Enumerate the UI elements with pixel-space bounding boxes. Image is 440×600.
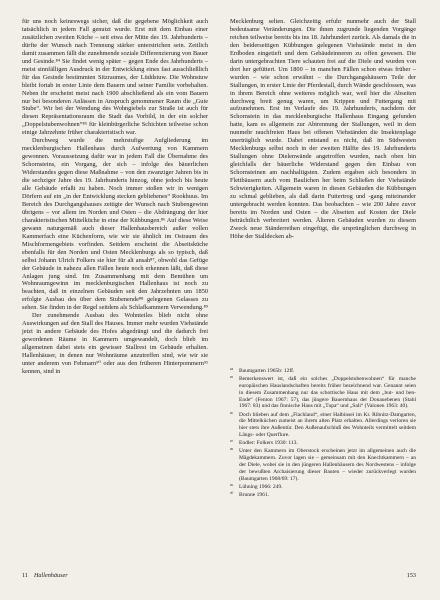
footnote [230, 447, 416, 482]
footnote-text: Endler: Folkers 1930: 113. [239, 440, 298, 447]
signature-number: 11 [22, 572, 28, 579]
footnote [230, 367, 416, 375]
body-paragraph: Durchweg wurde die mehrstufige Aufgliederung im mecklenburgischen Hallenhaus durch Aufwertung von Kammern gewonnen. Voraussetzung dafür war in jedem Fall die Übernahme des Schornsteins, ein Vorgang, der sich – infolge des bäuerlichen Widerstandes gegen diese Maßnahme – von den zwanziger Jahren bis in die sechziger Jahre des 19. Jahrhunderts hinzog, ohne jedoch bis heute alle Gebäude erfaßt zu haben. Noch immer stoßen wir in wenigen Dörfern auf ein „in der Entwicklung stecken gebliebenes“ Rookhuus. Im Bereich des Durchgangshauses zeitigte der Wunsch nach Stubengewinn übrigens – vor allem im Norden und Osten – die Abdrängung der hier charakteristischen Mittelküche in eine der Kübbungen.⁸⁶ Auf diese Weise gewann naturgemäß auch dieser Hallenhausbereich außer vollen Kammerfach eine Küchenform, wie wir sie ähnlich im Ostraum des Mischformengebiets vorfinden. Seitdem erscheint die Abseitsküche ebenfalls für den Norden und Osten Mecklenburgs als so typisch, daß selbst Johann Ulrich Folkers sie hier für alt ansah⁸⁷, obwohl das Gefüge der Gebäude in nahezu allen Fällen heute noch erkennen läßt, daß diese Anlagen jung sind. Im Zusammenhang mit dem Bemühen um Wohnraumgewinn im mecklenburgischen Hallenhaus ist noch zu beachten, daß in einzelnen Gebäuden seit den Jahrzehnten um 1850 erfolgte Ausbau des über dem Stubenende⁸⁸ gelegenen Gelasses zu sehen. Sie finden in der Regel seitdem als Schlafkammern Verwendung.⁸⁹ [22, 137, 208, 312]
footnote [230, 411, 416, 439]
footnote-marker: ⁸⁴ [230, 367, 234, 372]
footnote-marker: ⁸⁶ [230, 410, 234, 416]
body-paragraph: Mecklenburg selten. Gleichzeitig erfuhr nunmehr auch der Stall bedeutsame Veränderungen. Die ihnen zugrunde liegenden Vorgänge reichen teilweise bereits bis ins 18. Jahrhundert zurück. Als damals die in den beiderseitigen Kübbungen gelegenen Viehstände meist in den Erdboden eingetieft und dem Gebäudeinneren zu offen gewesen. Die darin untergebrachten Tiere schauten frei auf die Diele und wurden von dort her gefüttert. Um 1800 – in manchen Fällen schon etwas früher – wurden – wie schon erwähnt – die Durchgangshäusern Teile der Stallungen, in erster Linie der Pferdestall, durch Wände geschlossen, was in ihrem Bereich ohne weiteres möglich war, weil hier die Abseiten durchweg breit genug waren, um Krippen und Futtergang mit aufzunehmen. Erst im Verlaufe des 19. Jahrhunderts, nachdem der Schornstein in das mecklenburgische Hallenhaus Eingang gefunden hatte, kam es allgemein zur Abtrennung der Stallungen, weil in dem nunmehr rauchfreien Haus bei offenen Viehständen die Insektenplage unerträglich wurde. Dabei entstand es nicht, daß im Südwesten Mecklenburgs selbst noch in der zweiten Hälfte des 19. Jahrhunderts Stallungen ohne Dielenwände angetroffen wurden, nach oben hin gleichfalls der bäuerliche Widerstand gegen den Einbau von Schornsteinen am nachhaltigsten. Zudem ergaben sich besonders in Flettbäusern auch vom Baulichen her beim Schließen der Viehstände Schwierigkeiten. Allgemein waren in diesen Gebäuden die Kübbungen zu schmal geblieben, als daß darin Futtertrog und -gang miteinander untergebracht werden konnten. Das beobachten – wie 200 Jahre zuvor bereits im Norden und Osten – die Abseiten auf Kosten der Diele beträchtlich verbreitert werden. Älteren Gebäuden wurden zu diesem Zweck neue Ständerreihen eingefügt, die ursprünglichen durchweg in Höhe der Stalldecken ab- [230, 18, 416, 240]
footnote [230, 491, 416, 499]
footnote-text: Unter den Kammern im Oberstock erscheinen jetzt im allgemeinen auch die Mägdekammern. Zuvor lagen sie – gemeinsam mit den Knechtkammern – an der Diele, wobei sie in den jüngeren Hallenhäusern des Nordwestens – infolge der bewußten Archaisierung dieser Bauten – wieder zurückverlegt wurden (Baumgarten 1968/69: 17). [239, 448, 416, 482]
footnote-marker: ⁸⁵ [230, 375, 234, 380]
left-text-column [22, 18, 208, 376]
footnote-marker: ⁹⁰ [230, 490, 234, 496]
footnote-text: Lühning 1966: 249. [239, 483, 283, 490]
footnote-marker: ⁸⁹ [230, 482, 234, 488]
body-paragraph: für uns noch keineswegs sicher, daß die gegebene Möglichkeit auch tatsächlich in jedem Fall genutzt wurde. Erst mit dem Einbau einer zusätzlichen zweiten Küche – seit etwa der Mitte des 19. Jahrhunderts – dürfte der Wunsch nach Trennung stärker unterstrichen sein. Zeitlich damit zusammen fällt die zunehmende soziale Differenzierung von Bauer und Gesinde.⁸⁴ Sie findet wenig später – gegen Ende des Jahrhunderts – meist sinnfälligen Ausdruck in der Entwicklung eines fast ausschließlich für das Gesinde bestimmten Sitzraumes, der Lüddstuw. Die Wohnstuw bleibt fortab in erster Linie dem Bauern und seiner Familie vorbehalten. Neben ihr erscheint meist nach 1900 abschließend als ein vom Bauern nur bei besonderen Anlässen in Anspruch genommener Raum die „Gute Stube“. Wir bei der Wendung des Wohngiebels zur Straße ist auch für diesen Repräsentationsraum die Stadt das Vorbild, in der ein solcher „Doppelstubenwohnen“⁸⁵ für kleinbürgerliche Schichten teilweise schon einige Jahrzehnte früher charakteristisch war. [22, 18, 208, 137]
body-paragraph: Der zunehmende Ausbau des Wohnteiles blieb nicht ohne Auswirkungen auf den Stall des Hauses. Immer mehr wurden Viehstände jetzt in andere Gebäude des Hofes abgedrängt und die dadurch frei gewordenen Räume in Kammern umgewandelt, doch blieb im allgemeinen dabei stets ein gewisser Stallrest im Gebäude erhalten. Hallenhäuser, in denen nur Wohnräume anzutreffen sind, wie wir sie unter anderem von Fehmarn⁹⁰ oder aus den früheren Hinterpommern⁹¹ kennen, sind in [22, 312, 208, 375]
footnote-text: Bemerkenswert ist, daß ein solches „Doppelstubenwohnen“ für manche europäischen Hauslandschaften bereits früher bezeichnend war. Genannt seien in diesem Zusammenhang nur das schottische Haus mit dem „but- und ben-Ende“ (Fenton 1967: 57), das jüngere Bauernhaus der Donauebenen (Stahl 1967: 83) und das finnische Haus mit „Tupa“ und „Sali“ (Valonen 1963: 40). [239, 375, 416, 410]
footnote [230, 375, 416, 410]
footnote-text: Baumgarten 1965b: 12ff. [239, 367, 295, 374]
footnote-marker: ⁸⁸ [230, 447, 234, 453]
signature-name: Hallenhäuser [33, 572, 68, 579]
footnote-text: Brunne 1961. [239, 491, 269, 498]
right-text-column [230, 18, 416, 241]
footnote-marker: ⁸⁷ [230, 439, 234, 445]
footnote [230, 439, 416, 447]
page-number: 153 [406, 572, 416, 579]
footnote-text: Doch blieben auf dem „Flachland“, einer Halbinsel im Kr. Ribnitz-Damgarten, die Mittelküchen zumeist an ihrem alten Platz erhalten. Allerdings verloren sie hier stets ihre Außentür. Den Außenaufschluß des Wohnteils vermittelt seitdem Längs- oder Querflure. [239, 411, 416, 439]
printer-signature [22, 572, 68, 579]
footnote [230, 483, 416, 491]
footnotes [230, 367, 416, 499]
